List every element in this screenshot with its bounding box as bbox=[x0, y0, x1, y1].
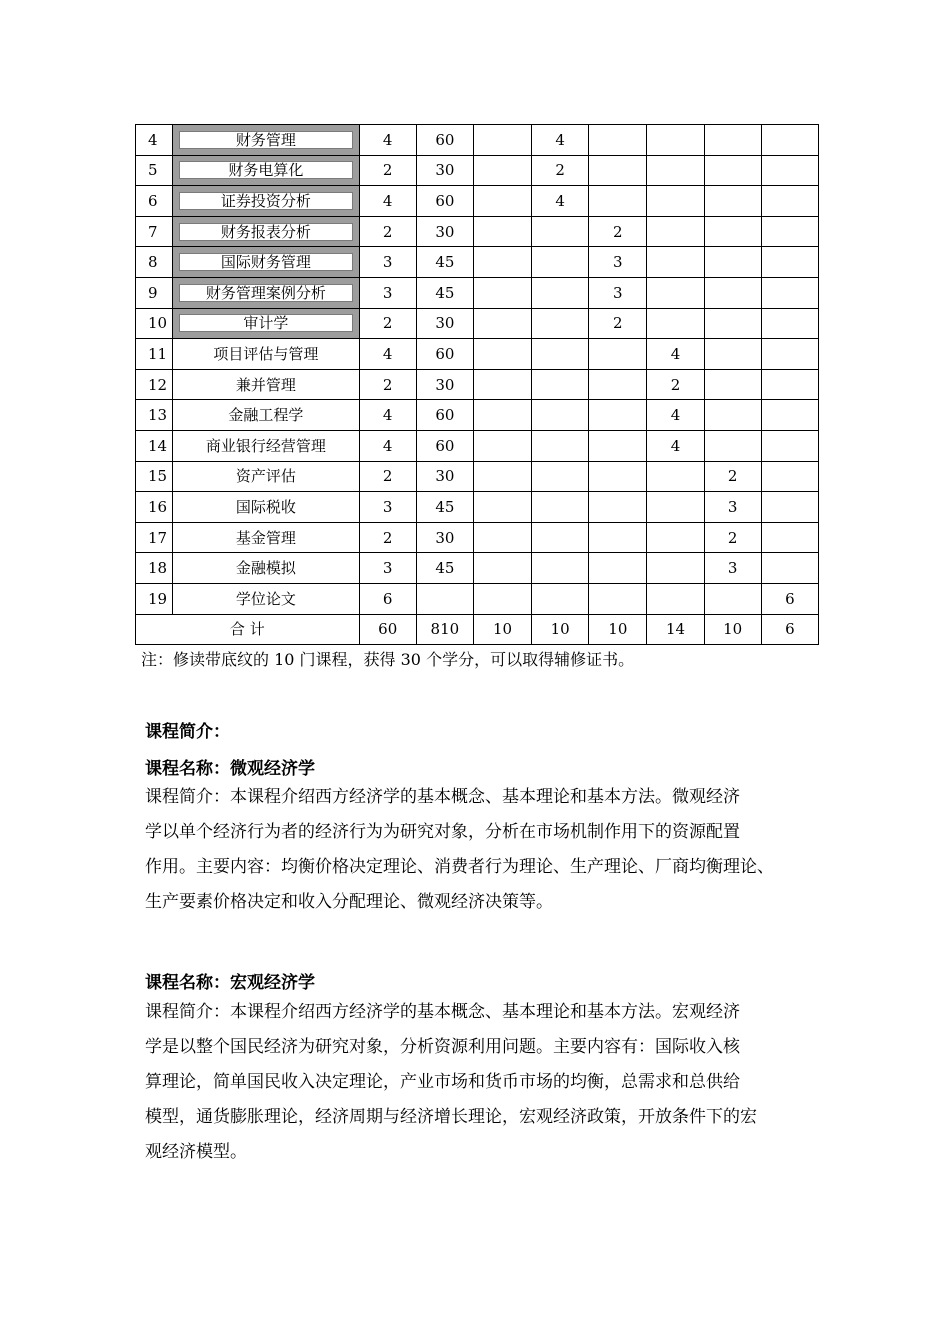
semester-1-cell bbox=[473, 522, 531, 553]
semester-4-cell bbox=[647, 522, 704, 553]
semester-2-cell: 4 bbox=[532, 125, 589, 156]
course-name-cell: 金融模拟 bbox=[173, 553, 360, 584]
intro-line: 课程简介：本课程介绍西方经济学的基本概念、基本理论和基本方法。宏观经济 bbox=[145, 1002, 740, 1022]
semester-1-cell bbox=[473, 492, 531, 523]
intro-line: 作用。主要内容：均衡价格决定理论、消费者行为理论、生产理论、厂商均衡理论、 bbox=[145, 857, 774, 877]
semester-5-cell bbox=[704, 583, 761, 614]
semester-3-cell: 2 bbox=[589, 308, 647, 339]
table-row bbox=[136, 522, 819, 553]
semester-5-cell bbox=[704, 125, 761, 156]
credits-cell: 2 bbox=[359, 308, 416, 339]
semester-5-cell: 2 bbox=[704, 461, 761, 492]
semester-4-cell bbox=[647, 492, 704, 523]
credits-cell: 4 bbox=[359, 430, 416, 461]
row-number-cell: 8 bbox=[136, 247, 173, 278]
hours-cell: 30 bbox=[416, 369, 473, 400]
table-row bbox=[136, 430, 819, 461]
hours-cell: 30 bbox=[416, 522, 473, 553]
semester-3-cell bbox=[589, 369, 647, 400]
intro-line: 课程简介：本课程介绍西方经济学的基本概念、基本理论和基本方法。微观经济 bbox=[145, 787, 740, 807]
semester-2-cell bbox=[532, 277, 589, 308]
intro-line: 观经济模型。 bbox=[145, 1142, 247, 1162]
semester-1-cell bbox=[473, 369, 531, 400]
row-number-cell: 12 bbox=[136, 369, 173, 400]
credits-cell: 3 bbox=[359, 247, 416, 278]
semester-2-cell: 2 bbox=[532, 155, 589, 186]
hours-cell: 60 bbox=[416, 186, 473, 217]
table-row bbox=[136, 247, 819, 278]
hours-cell: 45 bbox=[416, 553, 473, 584]
credits-cell: 4 bbox=[359, 400, 416, 431]
semester-2-cell: 4 bbox=[532, 186, 589, 217]
credits-cell: 2 bbox=[359, 461, 416, 492]
intro-line: 算理论，简单国民收入决定理论，产业市场和货币市场的均衡，总需求和总供给 bbox=[145, 1072, 740, 1092]
semester-1-cell bbox=[473, 400, 531, 431]
course-name-cell: 金融工程学 bbox=[173, 400, 360, 431]
semester-3-cell bbox=[589, 553, 647, 584]
course-name-label: 证券投资分析 bbox=[179, 192, 353, 210]
credits-cell: 3 bbox=[359, 492, 416, 523]
course-name-cell bbox=[173, 125, 360, 156]
semester-6-cell bbox=[761, 461, 818, 492]
course-name-cell: 资产评估 bbox=[173, 461, 360, 492]
total-semester-6-cell: 6 bbox=[761, 614, 818, 645]
course-name-cell bbox=[173, 155, 360, 186]
semester-4-cell bbox=[647, 186, 704, 217]
hours-cell: 30 bbox=[416, 216, 473, 247]
course-name-cell: 兼并管理 bbox=[173, 369, 360, 400]
semester-2-cell bbox=[532, 461, 589, 492]
course-name-cell: 学位论文 bbox=[173, 583, 360, 614]
semester-1-cell bbox=[473, 186, 531, 217]
row-number-cell: 19 bbox=[136, 583, 173, 614]
semester-3-cell bbox=[589, 492, 647, 523]
semester-3-cell bbox=[589, 155, 647, 186]
row-number-cell: 5 bbox=[136, 155, 173, 186]
section-title: 课程简介： bbox=[145, 722, 230, 742]
semester-1-cell bbox=[473, 277, 531, 308]
table-row bbox=[136, 277, 819, 308]
semester-2-cell bbox=[532, 583, 589, 614]
table-note: 注：修读带底纹的 10 门课程，获得 30 个学分，可以取得辅修证书。 bbox=[141, 650, 635, 669]
semester-2-cell bbox=[532, 369, 589, 400]
semester-6-cell bbox=[761, 155, 818, 186]
semester-4-cell bbox=[647, 461, 704, 492]
semester-5-cell bbox=[704, 308, 761, 339]
semester-4-cell bbox=[647, 247, 704, 278]
semester-1-cell bbox=[473, 155, 531, 186]
course-name-cell: 项目评估与管理 bbox=[173, 339, 360, 370]
semester-6-cell bbox=[761, 553, 818, 584]
table-row bbox=[136, 216, 819, 247]
hours-cell bbox=[416, 583, 473, 614]
course-intro-microeconomics bbox=[145, 780, 815, 920]
semester-2-cell bbox=[532, 308, 589, 339]
table-row bbox=[136, 369, 819, 400]
course-schedule-table bbox=[135, 124, 819, 645]
semester-5-cell: 3 bbox=[704, 492, 761, 523]
semester-5-cell bbox=[704, 216, 761, 247]
semester-3-cell bbox=[589, 339, 647, 370]
course-name-cell bbox=[173, 247, 360, 278]
semester-2-cell bbox=[532, 522, 589, 553]
table-row bbox=[136, 125, 819, 156]
table-row bbox=[136, 553, 819, 584]
course-name-cell bbox=[173, 277, 360, 308]
semester-2-cell bbox=[532, 553, 589, 584]
course-name-cell: 基金管理 bbox=[173, 522, 360, 553]
semester-6-cell bbox=[761, 369, 818, 400]
table-row bbox=[136, 155, 819, 186]
semester-4-cell bbox=[647, 583, 704, 614]
intro-line: 学以单个经济行为者的经济行为为研究对象，分析在市场机制作用下的资源配置 bbox=[145, 822, 740, 842]
semester-1-cell bbox=[473, 583, 531, 614]
hours-cell: 30 bbox=[416, 308, 473, 339]
semester-1-cell bbox=[473, 461, 531, 492]
semester-2-cell bbox=[532, 216, 589, 247]
row-number-cell: 15 bbox=[136, 461, 173, 492]
semester-4-cell: 4 bbox=[647, 430, 704, 461]
semester-4-cell bbox=[647, 155, 704, 186]
credits-cell: 6 bbox=[359, 583, 416, 614]
total-semester-4-cell: 14 bbox=[647, 614, 704, 645]
total-semester-2-cell: 10 bbox=[532, 614, 589, 645]
course-name-label: 审计学 bbox=[179, 314, 353, 332]
semester-2-cell bbox=[532, 400, 589, 431]
total-hours-cell: 810 bbox=[416, 614, 473, 645]
row-number-cell: 14 bbox=[136, 430, 173, 461]
semester-4-cell: 4 bbox=[647, 339, 704, 370]
table-row bbox=[136, 339, 819, 370]
credits-cell: 2 bbox=[359, 216, 416, 247]
semester-5-cell bbox=[704, 155, 761, 186]
total-semester-3-cell: 10 bbox=[589, 614, 647, 645]
semester-3-cell bbox=[589, 186, 647, 217]
hours-cell: 60 bbox=[416, 125, 473, 156]
semester-5-cell bbox=[704, 277, 761, 308]
semester-4-cell bbox=[647, 308, 704, 339]
intro-line: 学是以整个国民经济为研究对象，分析资源利用问题。主要内容有：国际收入核 bbox=[145, 1037, 740, 1057]
semester-2-cell bbox=[532, 247, 589, 278]
semester-3-cell bbox=[589, 583, 647, 614]
row-number-cell: 7 bbox=[136, 216, 173, 247]
hours-cell: 60 bbox=[416, 400, 473, 431]
semester-5-cell bbox=[704, 369, 761, 400]
semester-3-cell bbox=[589, 125, 647, 156]
semester-6-cell bbox=[761, 522, 818, 553]
hours-cell: 60 bbox=[416, 430, 473, 461]
total-credits-cell: 60 bbox=[359, 614, 416, 645]
semester-2-cell bbox=[532, 430, 589, 461]
course-intro-macroeconomics bbox=[145, 995, 815, 1170]
total-semester-5-cell: 10 bbox=[704, 614, 761, 645]
hours-cell: 45 bbox=[416, 277, 473, 308]
semester-1-cell bbox=[473, 553, 531, 584]
semester-4-cell bbox=[647, 553, 704, 584]
semester-3-cell: 3 bbox=[589, 247, 647, 278]
semester-3-cell: 3 bbox=[589, 277, 647, 308]
row-number-cell: 10 bbox=[136, 308, 173, 339]
row-number-cell: 18 bbox=[136, 553, 173, 584]
semester-5-cell bbox=[704, 430, 761, 461]
semester-4-cell bbox=[647, 125, 704, 156]
table-body bbox=[136, 125, 819, 645]
course-name-cell bbox=[173, 308, 360, 339]
hours-cell: 30 bbox=[416, 155, 473, 186]
semester-6-cell: 6 bbox=[761, 583, 818, 614]
course-name-microeconomics: 课程名称：微观经济学 bbox=[145, 759, 315, 779]
course-name-label: 财务报表分析 bbox=[179, 223, 353, 241]
hours-cell: 45 bbox=[416, 492, 473, 523]
semester-3-cell bbox=[589, 461, 647, 492]
course-name-label: 财务电算化 bbox=[179, 161, 353, 179]
row-number-cell: 6 bbox=[136, 186, 173, 217]
intro-line: 生产要素价格决定和收入分配理论、微观经济决策等。 bbox=[145, 892, 553, 912]
semester-5-cell bbox=[704, 339, 761, 370]
semester-4-cell bbox=[647, 277, 704, 308]
row-number-cell: 17 bbox=[136, 522, 173, 553]
semester-2-cell bbox=[532, 492, 589, 523]
semester-5-cell: 2 bbox=[704, 522, 761, 553]
semester-4-cell: 2 bbox=[647, 369, 704, 400]
table-row bbox=[136, 308, 819, 339]
semester-4-cell: 4 bbox=[647, 400, 704, 431]
hours-cell: 30 bbox=[416, 461, 473, 492]
table-row bbox=[136, 461, 819, 492]
row-number-cell: 13 bbox=[136, 400, 173, 431]
table-row bbox=[136, 492, 819, 523]
course-name-cell: 商业银行经营管理 bbox=[173, 430, 360, 461]
semester-6-cell bbox=[761, 400, 818, 431]
total-semester-1-cell: 10 bbox=[473, 614, 531, 645]
course-name-cell: 国际税收 bbox=[173, 492, 360, 523]
semester-6-cell bbox=[761, 186, 818, 217]
total-label-cell: 合 计 bbox=[136, 614, 360, 645]
semester-3-cell bbox=[589, 430, 647, 461]
course-name-label: 财务管理案例分析 bbox=[179, 284, 353, 302]
semester-6-cell bbox=[761, 308, 818, 339]
semester-5-cell bbox=[704, 186, 761, 217]
credits-cell: 4 bbox=[359, 186, 416, 217]
hours-cell: 45 bbox=[416, 247, 473, 278]
row-number-cell: 11 bbox=[136, 339, 173, 370]
semester-6-cell bbox=[761, 216, 818, 247]
semester-1-cell bbox=[473, 125, 531, 156]
semester-3-cell bbox=[589, 522, 647, 553]
course-name-label: 财务管理 bbox=[179, 131, 353, 149]
semester-2-cell bbox=[532, 339, 589, 370]
semester-3-cell bbox=[589, 400, 647, 431]
credits-cell: 2 bbox=[359, 155, 416, 186]
table-row bbox=[136, 400, 819, 431]
semester-5-cell: 3 bbox=[704, 553, 761, 584]
semester-5-cell bbox=[704, 400, 761, 431]
semester-1-cell bbox=[473, 247, 531, 278]
semester-4-cell bbox=[647, 216, 704, 247]
credits-cell: 4 bbox=[359, 339, 416, 370]
row-number-cell: 4 bbox=[136, 125, 173, 156]
course-name-macroeconomics: 课程名称：宏观经济学 bbox=[145, 973, 315, 993]
semester-3-cell: 2 bbox=[589, 216, 647, 247]
credits-cell: 2 bbox=[359, 369, 416, 400]
course-name-cell bbox=[173, 186, 360, 217]
course-name-label: 国际财务管理 bbox=[179, 253, 353, 271]
semester-6-cell bbox=[761, 339, 818, 370]
intro-line: 模型，通货膨胀理论，经济周期与经济增长理论，宏观经济政策，开放条件下的宏 bbox=[145, 1107, 757, 1127]
credits-cell: 3 bbox=[359, 277, 416, 308]
semester-6-cell bbox=[761, 430, 818, 461]
semester-1-cell bbox=[473, 430, 531, 461]
table-row bbox=[136, 583, 819, 614]
table-row bbox=[136, 186, 819, 217]
table-total-row bbox=[136, 614, 819, 645]
semester-5-cell bbox=[704, 247, 761, 278]
semester-1-cell bbox=[473, 216, 531, 247]
credits-cell: 2 bbox=[359, 522, 416, 553]
hours-cell: 60 bbox=[416, 339, 473, 370]
row-number-cell: 16 bbox=[136, 492, 173, 523]
course-name-cell bbox=[173, 216, 360, 247]
semester-6-cell bbox=[761, 247, 818, 278]
semester-6-cell bbox=[761, 492, 818, 523]
row-number-cell: 9 bbox=[136, 277, 173, 308]
semester-6-cell bbox=[761, 277, 818, 308]
credits-cell: 3 bbox=[359, 553, 416, 584]
semester-1-cell bbox=[473, 339, 531, 370]
semester-1-cell bbox=[473, 308, 531, 339]
semester-6-cell bbox=[761, 125, 818, 156]
credits-cell: 4 bbox=[359, 125, 416, 156]
